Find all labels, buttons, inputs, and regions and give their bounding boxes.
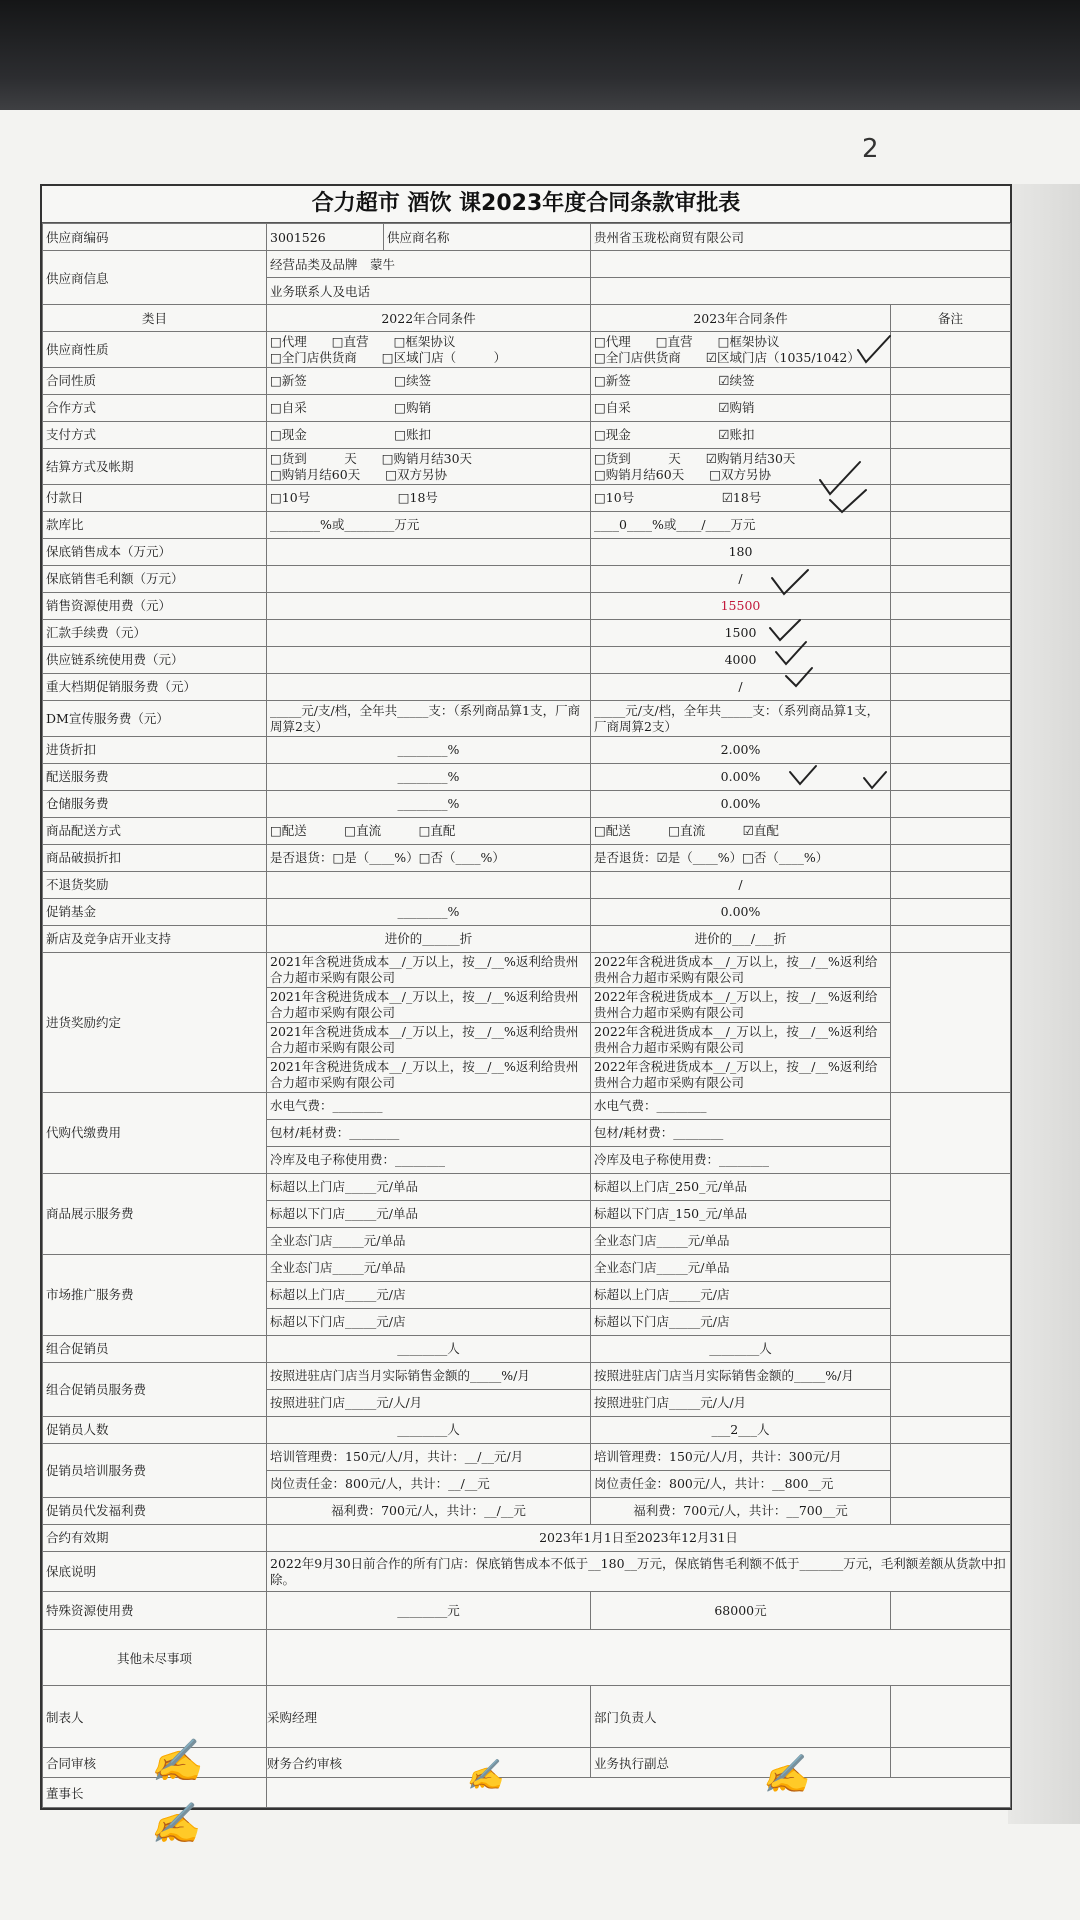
row-2022-value: ________元 xyxy=(267,1592,591,1630)
row-2022-value: □10号 □18号 xyxy=(267,485,591,512)
row-2022-value: 标超以上门店_____元/单品 xyxy=(267,1174,591,1201)
row-label: DM宣传服务费（元） xyxy=(43,701,267,737)
row-label: 组合促销员服务费 xyxy=(43,1363,267,1417)
supplier-name-label: 供应商名称 xyxy=(384,224,591,250)
row-2023-value: □现金 ☑账扣 xyxy=(591,422,891,449)
row-2023-value: 全业态门店_____元/单品 xyxy=(591,1228,891,1255)
header-2022: 2022年合同条件 xyxy=(267,305,591,332)
row-label: 结算方式及帐期 xyxy=(43,449,267,485)
row-label: 组合促销员 xyxy=(43,1336,267,1363)
row-2023-value: □自采 ☑购销 xyxy=(591,395,891,422)
row-2023-value: 0.00% xyxy=(591,899,891,926)
row-label: 保底说明 xyxy=(43,1552,267,1592)
check-mark xyxy=(820,462,860,494)
row-2022-value: 2021年含税进货成本__/_万以上，按__/__%返利给贵州合力超市采购有限公司 xyxy=(267,1058,591,1093)
row-label: 新店及竞争店开业支持 xyxy=(43,926,267,953)
row-label: 特殊资源使用费 xyxy=(43,1592,267,1630)
row-label: 合同性质 xyxy=(43,368,267,395)
row-label: 进货折扣 xyxy=(43,737,267,764)
row-2022-value: 2021年含税进货成本__/_万以上，按__/__%返利给贵州合力超市采购有限公司 xyxy=(267,1023,591,1058)
row-label: 商品破损折扣 xyxy=(43,845,267,872)
row-2022-value: 按照进驻门店_____元/人/月 xyxy=(267,1390,591,1417)
row-2022-value: □现金 □账扣 xyxy=(267,422,591,449)
row-2023-value: / xyxy=(591,872,891,899)
row-2023-value: / xyxy=(591,674,891,701)
row-2023-value: 标超以上门店_250_元/单品 xyxy=(591,1174,891,1201)
row-2023-value: 标超以下门店_150_元/单品 xyxy=(591,1201,891,1228)
row-2023-value: 按照进驻门店_____元/人/月 xyxy=(591,1390,891,1417)
row-label: 促销员培训服务费 xyxy=(43,1444,267,1498)
row-2023-value: 水电气费：________ xyxy=(591,1093,891,1120)
row-2023-value: 福利费：700元/人，共计：__700__元 xyxy=(591,1498,891,1525)
check-mark xyxy=(786,668,812,686)
signature-label: 合同审核 xyxy=(43,1748,267,1778)
row-2022-value: 福利费：700元/人，共计：__/__元 xyxy=(267,1498,591,1525)
row-label: 重大档期促销服务费（元） xyxy=(43,674,267,701)
row-2022-value: □货到 天 □购销月结30天 □购销月结60天 □双方另协 xyxy=(267,449,591,485)
header-category: 类目 xyxy=(43,305,267,332)
row-label: 商品展示服务费 xyxy=(43,1174,267,1255)
row-2023-value: 2022年含税进货成本__/_万以上，按__/__%返利给贵州合力超市采购有限公司 xyxy=(591,988,891,1023)
row-label: 合作方式 xyxy=(43,395,267,422)
row-2023-value: 4000 xyxy=(591,647,891,674)
row-2022-value: 进价的______折 xyxy=(267,926,591,953)
row-2022-value: □自采 □购销 xyxy=(267,395,591,422)
row-label: 付款日 xyxy=(43,485,267,512)
row-2022-value: 水电气费：________ xyxy=(267,1093,591,1120)
row-label: 市场推广服务费 xyxy=(43,1255,267,1336)
row-2022-value: 2021年含税进货成本__/_万以上，按__/__%返利给贵州合力超市采购有限公司 xyxy=(267,988,591,1023)
signature-label: 财务合约审核 xyxy=(267,1748,591,1778)
row-2022-value: □配送 □直流 □直配 xyxy=(267,818,591,845)
row-label: 保底销售毛利额（万元） xyxy=(43,566,267,593)
row-2023-value: 岗位责任金：800元/人，共计：__800__元 xyxy=(591,1471,891,1498)
row-2023-value: 标超以下门店_____元/店 xyxy=(591,1309,891,1336)
row-2023-value: _____元/支/档，全年共_____支：（系列商品算1支，厂商周算2支） xyxy=(591,701,891,737)
row-label: 配送服务费 xyxy=(43,764,267,791)
row-2023-value: □新签 ☑续签 xyxy=(591,368,891,395)
check-mark xyxy=(830,490,866,512)
signature-label: 业务执行副总 xyxy=(591,1748,891,1778)
row-2023-value: 15500 xyxy=(591,593,891,620)
row-2022-value: ________人 xyxy=(267,1417,591,1444)
handwritten-signature-purchase: ✍ xyxy=(466,1758,504,1793)
row-label: 促销基金 xyxy=(43,899,267,926)
brand-label-text: 经营品类及品牌 xyxy=(270,257,358,272)
header-remark: 备注 xyxy=(891,305,1011,332)
row-2022-value: 是否退货：□是（____%）□否（____%） xyxy=(267,845,591,872)
row-2022-value: ________% xyxy=(267,737,591,764)
row-2023-value: 冷库及电子称使用费：________ xyxy=(591,1147,891,1174)
row-2023-value: / xyxy=(591,566,891,593)
row-2022-value: 标超以上门店_____元/店 xyxy=(267,1282,591,1309)
row-2022-value: ________% xyxy=(267,899,591,926)
contact-label: 业务联系人及电话 xyxy=(267,278,591,305)
row-2022-value: 标超以下门店_____元/店 xyxy=(267,1309,591,1336)
row-label: 促销员人数 xyxy=(43,1417,267,1444)
row-label: 进货奖励约定 xyxy=(43,953,267,1093)
row-2022-value: 标超以下门店_____元/单品 xyxy=(267,1201,591,1228)
row-label: 商品配送方式 xyxy=(43,818,267,845)
row-2022-value: ________人 xyxy=(267,1336,591,1363)
row-label: 其他未尽事项 xyxy=(43,1630,267,1686)
supplier-code: 3001526 xyxy=(270,229,326,245)
row-2023-value: 是否退货：☑是（____%）□否（____%） xyxy=(591,845,891,872)
row-label: 汇款手续费（元） xyxy=(43,620,267,647)
row-2022-value: 冷库及电子称使用费：________ xyxy=(267,1147,591,1174)
row-2022-value: 全业态门店_____元/单品 xyxy=(267,1255,591,1282)
row-label: 供应链系统使用费（元） xyxy=(43,647,267,674)
check-mark xyxy=(790,766,816,784)
row-2022-value: ________% xyxy=(267,791,591,818)
row-2023-value: 2.00% xyxy=(591,737,891,764)
row-2023-value: 2022年含税进货成本__/_万以上，按__/__%返利给贵州合力超市采购有限公司 xyxy=(591,1058,891,1093)
row-2023-value: 包材/耗材费：________ xyxy=(591,1120,891,1147)
signature-label: 部门负责人 xyxy=(591,1686,891,1748)
row-2023-value: ____0____%或____/____万元 xyxy=(591,512,891,539)
row-2023-value: 1500 xyxy=(591,620,891,647)
signature-label: 董事长 xyxy=(43,1778,267,1808)
row-span-value: 2023年1月1日至2023年12月31日 xyxy=(267,1525,1011,1552)
check-mark xyxy=(770,620,800,640)
check-mark xyxy=(864,772,886,788)
row-2023-value: 0.00% xyxy=(591,791,891,818)
row-label: 支付方式 xyxy=(43,422,267,449)
check-mark xyxy=(858,336,890,362)
signature-label: 采购经理 xyxy=(267,1686,591,1748)
row-2023-value: □10号 ☑18号 xyxy=(591,485,891,512)
row-2023-value: 180 xyxy=(591,539,891,566)
row-2023-value: 2022年含税进货成本__/_万以上，按__/__%返利给贵州合力超市采购有限公司 xyxy=(591,1023,891,1058)
row-2022-value: □代理 □直营 □框架协议 □全门店供货商 □区域门店（ ） xyxy=(267,332,591,368)
row-2022-value: _____元/支/档，全年共_____支：（系列商品算1支，厂商周算2支） xyxy=(267,701,591,737)
row-2023-value: 68000元 xyxy=(591,1592,891,1630)
row-2023-value: 按照进驻店门店当月实际销售金额的_____%/月 xyxy=(591,1363,891,1390)
row-2023-value: 2022年含税进货成本__/_万以上，按__/__%返利给贵州合力超市采购有限公司 xyxy=(591,953,891,988)
supplier-info-label: 供应商信息 xyxy=(43,251,267,305)
row-2023-value: 标超以上门店_____元/店 xyxy=(591,1282,891,1309)
row-label: 仓储服务费 xyxy=(43,791,267,818)
check-mark xyxy=(772,570,808,594)
row-2022-value: ________% xyxy=(267,764,591,791)
row-label: 款库比 xyxy=(43,512,267,539)
row-2023-value: 培训管理费：150元/人/月，共计：300元/月 xyxy=(591,1444,891,1471)
row-2022-value: 按照进驻店门店当月实际销售金额的_____%/月 xyxy=(267,1363,591,1390)
row-2023-value: □代理 □直营 □框架协议 □全门店供货商 ☑区域门店（1035/1042） xyxy=(591,332,891,368)
row-2023-value: □货到 天 ☑购销月结30天 □购销月结60天 □双方另协 xyxy=(591,449,891,485)
brand-value: 蒙牛 xyxy=(370,257,396,272)
handwritten-signature-review: ✍ xyxy=(150,1801,200,1847)
row-2023-value: 0.00% xyxy=(591,764,891,791)
supplier-name: 贵州省玉珑松商贸有限公司 xyxy=(591,224,1011,251)
header-2023: 2023年合同条件 xyxy=(591,305,891,332)
page-number: 2 xyxy=(862,134,879,164)
row-2022-value: □新签 □续签 xyxy=(267,368,591,395)
supplier-code-label: 供应商编码 xyxy=(43,224,267,251)
row-2022-value: 培训管理费：150元/人/月，共计：__/__元/月 xyxy=(267,1444,591,1471)
row-label: 合约有效期 xyxy=(43,1525,267,1552)
row-2022-value: 全业态门店_____元/单品 xyxy=(267,1228,591,1255)
row-label: 不退货奖励 xyxy=(43,872,267,899)
row-2023-value: 进价的___/___折 xyxy=(591,926,891,953)
row-span-value: 2022年9月30日前合作的所有门店：保底销售成本不低于__180__万元，保底销售毛利额不低于_______万元，毛利额差额从货款中扣除。 xyxy=(267,1552,1011,1592)
row-2023-value: 全业态门店_____元/单品 xyxy=(591,1255,891,1282)
check-mark xyxy=(776,642,806,664)
form-title: 合力超市 酒饮 课2023年度合同条款审批表 xyxy=(42,186,1010,223)
row-label: 销售资源使用费（元） xyxy=(43,593,267,620)
handwritten-signature-maker: ✍ xyxy=(150,1736,203,1785)
row-2023-value: ________人 xyxy=(591,1336,891,1363)
row-2023-value: ___2___人 xyxy=(591,1417,891,1444)
signature-label: 制表人 xyxy=(43,1686,267,1748)
row-2022-value: 包材/耗材费：________ xyxy=(267,1120,591,1147)
row-label: 代购代缴费用 xyxy=(43,1093,267,1174)
row-label: 保底销售成本（万元） xyxy=(43,539,267,566)
row-2023-value: □配送 □直流 ☑直配 xyxy=(591,818,891,845)
row-label: 供应商性质 xyxy=(43,332,267,368)
row-2022-value: 岗位责任金：800元/人，共计：__/__元 xyxy=(267,1471,591,1498)
row-label: 促销员代发福利费 xyxy=(43,1498,267,1525)
row-2022-value: ________%或________万元 xyxy=(267,512,591,539)
handwritten-signature-dept-head: ✍ xyxy=(762,1752,810,1796)
row-2022-value: 2021年含税进货成本__/_万以上，按__/__%返利给贵州合力超市采购有限公司 xyxy=(267,953,591,988)
